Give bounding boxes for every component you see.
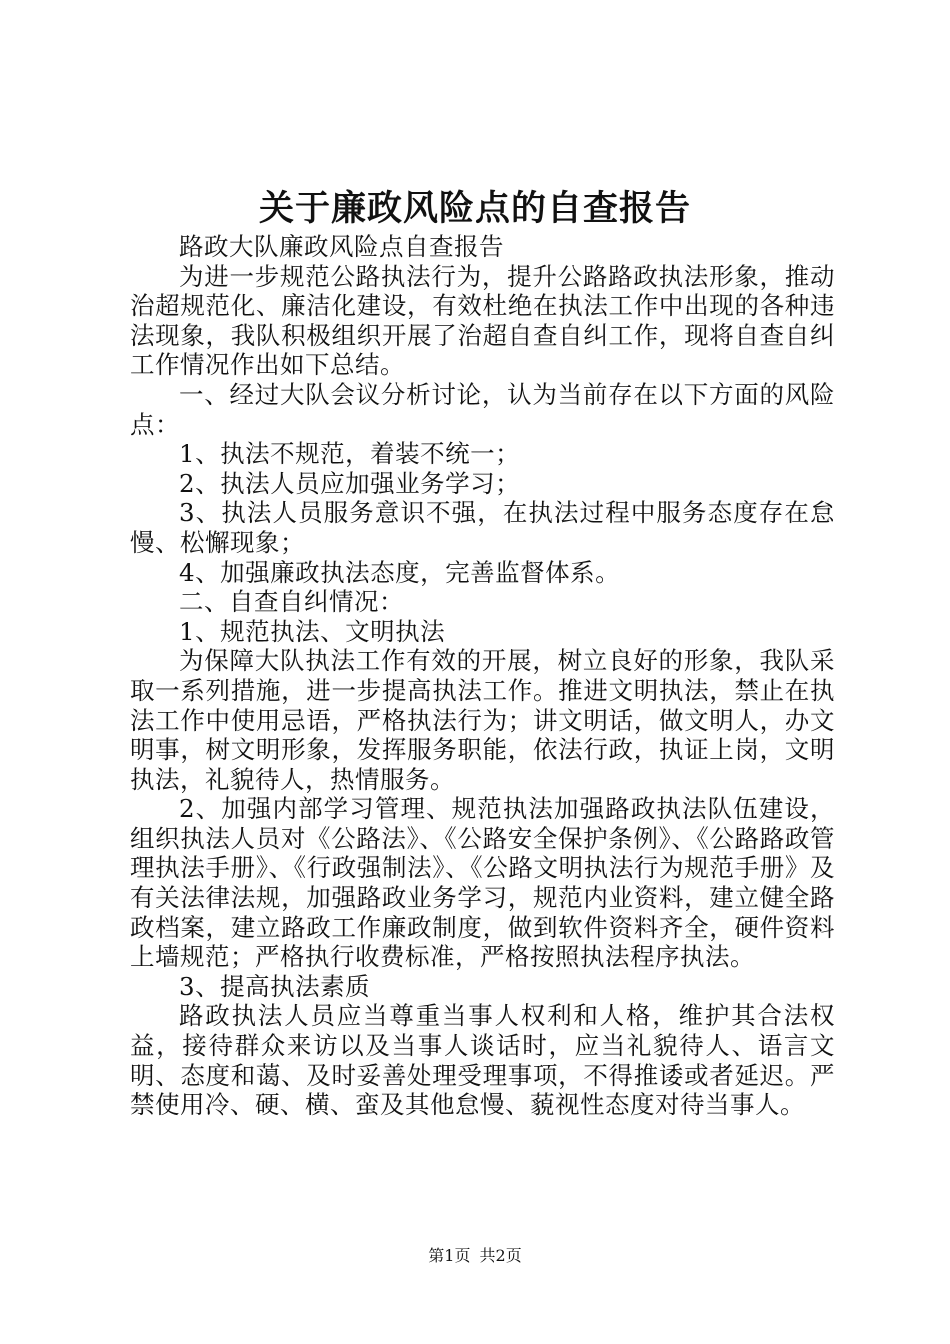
paragraph-intro: 为进一步规范公路执法行为，提升公路路政执法形象，推动治超规范化、廉洁化建设，有效杜绝在执法工作中出现的各种违法现象，我队积极组织开展了治超自查自纠工作，现将自查自纠工作情况作出如下总结。 xyxy=(130,261,835,380)
paragraph-internal-study: 2、加强内部学习管理、规范执法加强路政执法队伍建设，组织执法人员对《公路法》、《公路安全保护条例》、《公路路政管理执法手册》、《行政强制法》、《公路文明执法行为规范手册》及有关法律法规，加强路政业务学习，规范内业资料，建立健全路政档案，建立路政工作廉政制度，做到软件资料齐全，硬件资料上墙规范；严格执行收费标准，严格按照执法程序执法。 xyxy=(130,794,835,972)
page-footer: 第1页 共2页 xyxy=(428,1246,522,1265)
risk-item-4: 4、加强廉政执法态度，完善监督体系。 xyxy=(179,557,621,587)
risk-item-2: 2、执法人员应加强业务学习； xyxy=(179,468,521,498)
section-heading-self-check: 二、自查自纠情况： xyxy=(179,587,404,617)
paragraph-enforcement-quality: 路政执法人员应当尊重当事人权利和人格，维护其合法权益，接待群众来访以及当事人谈话时，应当礼貌待人、语言文明、态度和蔼、及时妥善处理受理事项，不得推诿或者延迟。严禁使用冷、硬、横、蛮及其他怠慢、藐视性态度对待当事人。 xyxy=(130,1001,835,1120)
subheading-3: 3、提高执法素质 xyxy=(179,971,371,1001)
subheading-1: 1、规范执法、文明执法 xyxy=(179,616,446,646)
risk-item-1: 1、执法不规范，着装不统一； xyxy=(179,439,521,469)
paragraph-subtitle: 路政大队廉政风险点自查报告 xyxy=(179,232,504,261)
section-heading-risks: 一、经过大队会议分析讨论，认为当前存在以下方面的风险点： xyxy=(130,379,835,439)
document-body xyxy=(130,232,835,1120)
paragraph-civil-enforcement: 为保障大队执法工作有效的开展，树立良好的形象，我队采取一系列措施，进一步提高执法工作。推进文明执法，禁止在执法工作中使用忌语，严格执法行为；讲文明话，做文明人，办文明事，树文明形象，发挥服务职能，依法行政，执证上岗，文明执法，礼貌待人，热情服务。 xyxy=(130,646,835,794)
risk-item-3: 3、执法人员服务意识不强，在执法过程中服务态度存在怠慢、松懈现象； xyxy=(130,498,835,557)
document-title: 关于廉政风险点的自查报告 xyxy=(258,188,691,229)
